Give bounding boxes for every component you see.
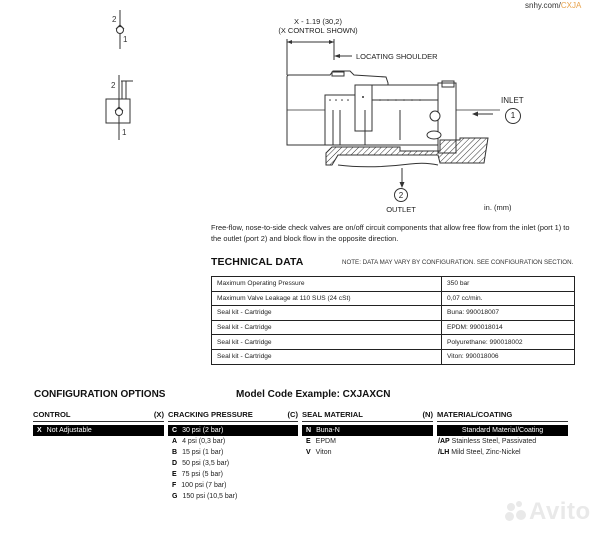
hydraulic-symbols	[100, 5, 160, 145]
table-row	[212, 277, 575, 292]
param-cell: Maximum Operating Pressure	[212, 277, 442, 292]
option-item[interactable]: E EPDM	[306, 438, 336, 445]
svg-text:1: 1	[123, 35, 128, 44]
option-item[interactable]: /LH Mild Steel, Zinc-Nickel	[438, 449, 521, 456]
column-header: SEAL MATERIAL (N)	[302, 410, 433, 422]
product-url[interactable]: snhy.com/CXJA	[525, 1, 582, 10]
selected-option[interactable]: C 30 psi (2 bar)	[168, 425, 298, 436]
svg-text:OUTLET: OUTLET	[386, 205, 416, 214]
inlet-label: INLET	[501, 96, 524, 105]
check-valve-symbol-icon	[100, 5, 160, 145]
svg-text:X - 1.19 (30,2): X - 1.19 (30,2)	[294, 17, 342, 26]
param-cell: Maximum Valve Leakage at 110 SUS (24 cSt)	[212, 291, 442, 306]
option-item[interactable]: D 50 psi (3,5 bar)	[172, 460, 230, 467]
option-item[interactable]: A 4 psi (0,3 bar)	[172, 438, 226, 445]
value-cell: 0,07 cc/min.	[442, 291, 575, 306]
config-column-seal-material	[302, 410, 433, 458]
param-cell: Seal kit - Cartridge	[212, 349, 442, 364]
svg-text:2: 2	[398, 191, 404, 200]
technical-data-note: NOTE: DATA MAY VARY BY CONFIGURATION. SEE CONFIGURATION SECTION.	[342, 259, 574, 266]
cartridge-drawing-icon	[270, 15, 500, 215]
value-cell: Buna: 990018007	[442, 306, 575, 321]
table-row	[212, 320, 575, 335]
svg-text:1: 1	[122, 128, 127, 137]
svg-text:LOCATING SHOULDER: LOCATING SHOULDER	[356, 52, 438, 61]
table-row	[212, 291, 575, 306]
svg-text:2: 2	[111, 81, 116, 90]
option-item[interactable]: V Viton	[306, 449, 332, 456]
param-cell: Seal kit - Cartridge	[212, 306, 442, 321]
option-item[interactable]: B 15 psi (1 bar)	[172, 449, 224, 456]
value-cell: EPDM: 990018014	[442, 320, 575, 335]
value-cell: Viton: 990018006	[442, 349, 575, 364]
valve-cross-section	[270, 15, 500, 215]
technical-data-title: TECHNICAL DATA	[211, 256, 304, 268]
selected-option[interactable]: N Buna-N	[302, 425, 433, 436]
svg-text:(X CONTROL SHOWN): (X CONTROL SHOWN)	[278, 26, 358, 35]
configuration-title: CONFIGURATION OPTIONS	[34, 389, 166, 400]
technical-data-table	[211, 276, 575, 365]
table-row	[212, 335, 575, 350]
product-description: Free-flow, nose-to-side check valves are on/off circuit components that allow free flow from the inlet (port 1) to the outlet (port 2) and block flow in the opposite direction.	[211, 223, 570, 243]
column-header: MATERIAL/COATING	[437, 410, 568, 422]
table-row	[212, 306, 575, 321]
column-header: CRACKING PRESSURE (C)	[168, 410, 298, 422]
value-cell: 350 bar	[442, 277, 575, 292]
option-item[interactable]: E 75 psi (5 bar)	[172, 471, 223, 478]
config-column-cracking-pressure	[168, 410, 298, 502]
option-item[interactable]: /AP Stainless Steel, Passivated	[438, 438, 537, 445]
param-cell: Seal kit - Cartridge	[212, 320, 442, 335]
value-cell: Polyurethane: 990018002	[442, 335, 575, 350]
param-cell: Seal kit - Cartridge	[212, 335, 442, 350]
units-label: in. (mm)	[484, 203, 512, 212]
product-code: CXJA	[560, 1, 582, 10]
avito-watermark: Avito	[505, 498, 591, 526]
inlet-port-number: 1	[505, 108, 521, 124]
option-item[interactable]: F 100 psi (7 bar)	[172, 482, 227, 489]
selected-option[interactable]: X Not Adjustable	[33, 425, 164, 436]
config-column-material-coating	[437, 410, 568, 458]
config-column-control	[33, 410, 164, 436]
option-item[interactable]: G 150 psi (10,5 bar)	[172, 493, 238, 500]
table-row	[212, 349, 575, 364]
column-header: CONTROL (X)	[33, 410, 164, 422]
avito-logo-icon	[505, 501, 527, 521]
svg-text:2: 2	[112, 15, 117, 24]
model-code-example: Model Code Example: CXJAXCN	[236, 389, 391, 400]
selected-option[interactable]: Standard Material/Coating	[437, 425, 568, 436]
